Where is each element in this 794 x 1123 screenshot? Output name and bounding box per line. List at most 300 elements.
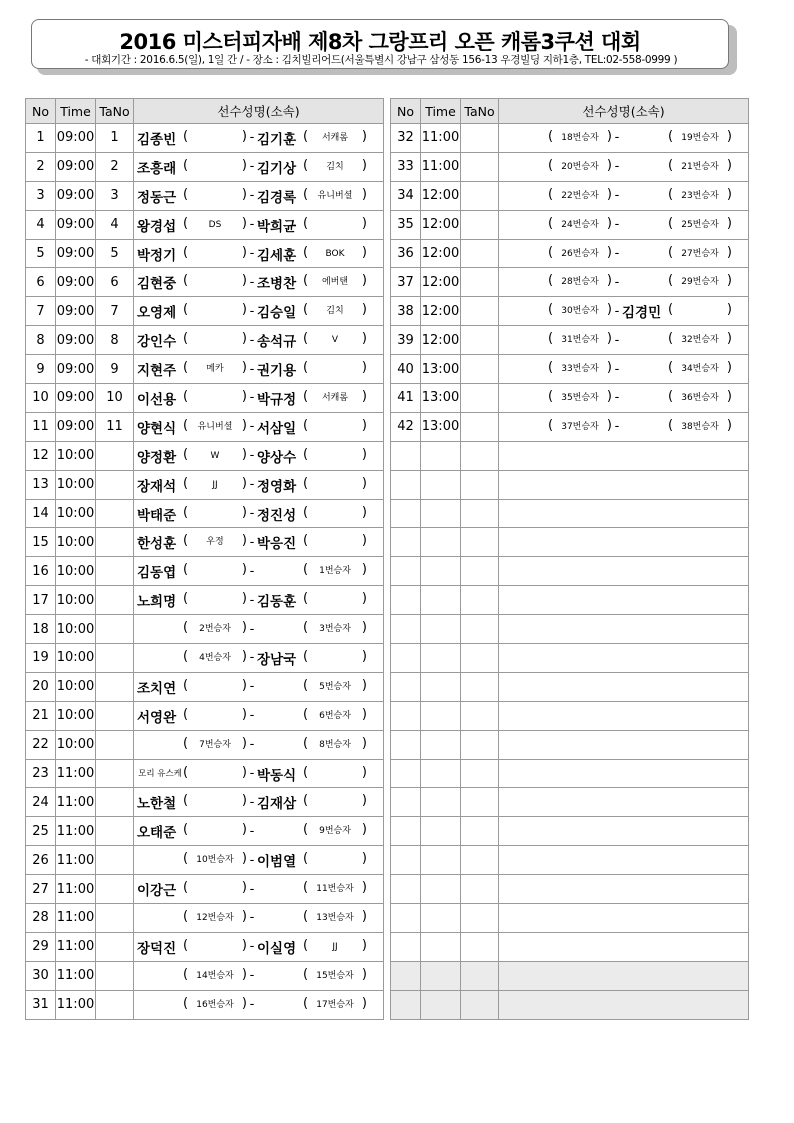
versus-dash: - — [249, 246, 255, 261]
match-no: 30 — [26, 961, 56, 990]
match-row — [391, 412, 749, 441]
paren-open: ( — [303, 446, 309, 462]
paren-close: ) — [361, 128, 367, 144]
paren-close: ) — [361, 504, 367, 520]
paren-open: ( — [303, 128, 309, 144]
table-no — [96, 846, 134, 875]
paren-open: ( — [303, 822, 309, 838]
paren-open: ( — [183, 764, 189, 780]
match-no: 6 — [26, 268, 56, 297]
player2-club — [303, 506, 367, 522]
empty-cell — [499, 528, 749, 557]
paren-open: ( — [548, 388, 554, 404]
table-no: 5 — [96, 239, 134, 268]
paren-open: ( — [548, 417, 554, 433]
match-time: 09:00 — [56, 124, 96, 153]
paren-close: ) — [241, 591, 247, 607]
versus-dash: - — [249, 968, 255, 984]
empty-cell — [421, 990, 461, 1019]
empty-row — [391, 788, 749, 817]
player2-name: 장남국 — [257, 651, 297, 668]
player1-affiliation: 22번승자 — [561, 190, 599, 201]
player2-affiliation: 38번승자 — [681, 421, 719, 432]
player1-club — [548, 332, 612, 348]
paren-open: ( — [303, 533, 309, 549]
player2-affiliation — [303, 534, 367, 550]
versus-dash: - — [249, 217, 255, 233]
match-no: 29 — [26, 932, 56, 961]
player1-affiliation — [183, 332, 247, 348]
empty-cell — [499, 904, 749, 933]
table-no — [461, 181, 499, 210]
match-players — [499, 326, 749, 355]
table-no — [96, 470, 134, 499]
empty-cell — [421, 932, 461, 961]
player2-club — [303, 910, 367, 926]
empty-row — [391, 586, 749, 615]
empty-cell — [499, 499, 749, 528]
empty-cell — [391, 615, 421, 644]
match-no: 13 — [26, 470, 56, 499]
match-time: 09:00 — [56, 384, 96, 413]
paren-close: ) — [361, 244, 367, 260]
match-time: 11:00 — [421, 152, 461, 181]
paren-open: ( — [548, 186, 554, 202]
player1-affiliation: JJ — [212, 479, 218, 490]
player2-name: 김기상 — [257, 160, 297, 177]
player2-affiliation: 21번승자 — [681, 161, 719, 172]
match-time: 10:00 — [56, 730, 96, 759]
versus-dash: - — [249, 766, 255, 782]
player1-club — [548, 274, 612, 290]
table-no — [461, 152, 499, 181]
player1-affiliation — [183, 130, 247, 146]
empty-cell — [391, 470, 421, 499]
table-no — [461, 268, 499, 297]
paren-open: ( — [303, 880, 309, 896]
empty-cell — [421, 557, 461, 586]
empty-cell — [391, 759, 421, 788]
empty-row — [391, 615, 749, 644]
player2-club — [303, 188, 367, 204]
player1-name: 김종빈 — [137, 131, 177, 148]
paren-open: ( — [303, 648, 309, 664]
paren-open: ( — [303, 735, 309, 751]
paren-open: ( — [668, 417, 674, 433]
paren-open: ( — [303, 937, 309, 953]
match-time: 11:00 — [56, 788, 96, 817]
empty-cell — [421, 817, 461, 846]
match-players — [134, 181, 384, 210]
match-no: 41 — [391, 384, 421, 413]
player2-club — [303, 361, 367, 377]
paren-close: ) — [726, 186, 732, 202]
player2-club — [303, 419, 367, 435]
player1-affiliation: 30번승자 — [561, 306, 599, 317]
paren-open: ( — [303, 620, 309, 636]
paren-close: ) — [241, 995, 247, 1011]
empty-row — [391, 644, 749, 673]
paren-close: ) — [606, 360, 612, 376]
paren-close: ) — [726, 244, 732, 260]
match-time: 09:00 — [56, 152, 96, 181]
player2-affiliation: 서캐롬 — [321, 392, 349, 403]
player2-club — [303, 448, 367, 464]
empty-cell — [421, 528, 461, 557]
player2-club — [668, 361, 732, 377]
paren-open: ( — [183, 677, 189, 693]
empty-cell — [391, 644, 421, 673]
col-time: Time — [56, 99, 96, 124]
paren-open: ( — [183, 908, 189, 924]
player1-name: 노한철 — [137, 796, 177, 813]
versus-dash: - — [249, 939, 255, 955]
versus-dash: - — [249, 534, 255, 550]
player2-affiliation: 유니버셜 — [317, 190, 353, 201]
match-time: 11:00 — [56, 904, 96, 933]
player1-name: 오영제 — [137, 305, 177, 322]
match-row — [26, 239, 384, 268]
match-row — [26, 412, 384, 441]
player1-name: 양현식 — [137, 420, 177, 437]
match-no: 26 — [26, 846, 56, 875]
player2-club — [303, 246, 367, 262]
player1-affiliation — [183, 506, 247, 522]
match-no: 3 — [26, 181, 56, 210]
paren-close: ) — [241, 273, 247, 289]
empty-cell — [391, 528, 421, 557]
paren-open: ( — [303, 677, 309, 693]
versus-dash: - — [249, 361, 255, 377]
match-no: 1 — [26, 124, 56, 153]
player2-affiliation — [303, 650, 367, 666]
paren-close: ) — [606, 215, 612, 231]
player1-club — [183, 506, 247, 522]
table-no: 3 — [96, 181, 134, 210]
empty-cell — [461, 904, 499, 933]
player1-affiliation: 14번승자 — [196, 970, 234, 981]
paren-close: ) — [361, 937, 367, 953]
player1-affiliation — [183, 188, 247, 204]
empty-cell — [421, 759, 461, 788]
match-no: 17 — [26, 586, 56, 615]
paren-open: ( — [183, 793, 189, 809]
match-players — [134, 239, 384, 268]
player1-affiliation: 26번승자 — [561, 248, 599, 259]
paren-open: ( — [183, 562, 189, 578]
player1-name: 오태준 — [137, 825, 177, 842]
empty-cell — [391, 788, 421, 817]
player2-club — [303, 997, 367, 1013]
empty-cell — [391, 499, 421, 528]
table-no: 9 — [96, 355, 134, 384]
empty-row — [391, 441, 749, 470]
match-players — [134, 152, 384, 181]
paren-open: ( — [183, 302, 189, 318]
versus-dash: - — [249, 794, 255, 810]
table-no — [461, 239, 499, 268]
match-no: 4 — [26, 210, 56, 239]
paren-close: ) — [241, 648, 247, 664]
match-time: 10:00 — [56, 441, 96, 470]
empty-cell — [461, 759, 499, 788]
player1-affiliation — [183, 246, 247, 262]
empty-row — [391, 557, 749, 586]
player2-affiliation: 9번승자 — [319, 826, 351, 837]
player1-name: 왕경섭 — [137, 218, 177, 235]
player2-name: 김세훈 — [257, 247, 297, 264]
paren-close: ) — [241, 793, 247, 809]
paren-close: ) — [606, 273, 612, 289]
player1-name: 양정환 — [137, 449, 177, 466]
match-row — [26, 961, 384, 990]
paren-close: ) — [241, 360, 247, 376]
versus-dash: - — [249, 592, 255, 608]
player2-club — [303, 794, 367, 810]
player1-name: 노희명 — [137, 594, 177, 611]
versus-dash: - — [614, 419, 620, 435]
match-no: 2 — [26, 152, 56, 181]
paren-open: ( — [183, 735, 189, 751]
match-row — [26, 268, 384, 297]
player2-affiliation: V — [331, 335, 339, 346]
player1-name: 한성훈 — [137, 536, 177, 553]
match-players — [134, 672, 384, 701]
player2-affiliation — [668, 303, 732, 319]
player1-affiliation: W — [210, 450, 220, 461]
player1-name: 지현주 — [137, 363, 177, 380]
match-no: 33 — [391, 152, 421, 181]
table-no — [96, 932, 134, 961]
empty-cell — [391, 904, 421, 933]
match-no: 22 — [26, 730, 56, 759]
player2-name: 권기용 — [257, 363, 297, 380]
table-no — [96, 730, 134, 759]
empty-cell — [461, 961, 499, 990]
player1-affiliation — [183, 563, 247, 579]
match-no: 37 — [391, 268, 421, 297]
match-time: 12:00 — [421, 210, 461, 239]
paren-close: ) — [361, 620, 367, 636]
player2-name: 정영화 — [257, 478, 297, 495]
match-no: 19 — [26, 644, 56, 673]
player2-name: 박응진 — [257, 536, 297, 553]
player1-name: 박태준 — [137, 507, 177, 524]
empty-cell — [461, 846, 499, 875]
player2-club — [668, 390, 732, 406]
player1-affiliation: 28번승자 — [561, 277, 599, 288]
empty-row — [391, 817, 749, 846]
player1-club — [183, 390, 247, 406]
paren-open: ( — [548, 360, 554, 376]
player2-club — [303, 737, 367, 753]
versus-dash: - — [249, 448, 255, 464]
table-no — [96, 672, 134, 701]
match-players — [134, 297, 384, 326]
player1-affiliation: 4번승자 — [199, 652, 231, 663]
empty-cell — [499, 932, 749, 961]
paren-close: ) — [606, 417, 612, 433]
match-time: 13:00 — [421, 355, 461, 384]
match-row — [26, 499, 384, 528]
versus-dash: - — [614, 217, 620, 233]
match-players — [134, 644, 384, 673]
player1-club — [183, 910, 247, 926]
table-no — [461, 384, 499, 413]
paren-open: ( — [303, 331, 309, 347]
player2-affiliation: 32번승자 — [681, 335, 719, 346]
match-players — [134, 384, 384, 413]
paren-close: ) — [241, 706, 247, 722]
player2-club — [303, 477, 367, 493]
versus-dash: - — [614, 274, 620, 290]
empty-cell — [391, 701, 421, 730]
match-row — [26, 701, 384, 730]
table-no: 6 — [96, 268, 134, 297]
player2-affiliation — [303, 448, 367, 464]
paren-open: ( — [303, 706, 309, 722]
match-no: 20 — [26, 672, 56, 701]
player1-name: 김동엽 — [137, 565, 177, 582]
versus-dash: - — [614, 332, 620, 348]
player1-club — [183, 708, 247, 724]
player1-club — [183, 592, 247, 608]
match-players — [134, 124, 384, 153]
empty-row — [391, 961, 749, 990]
player1-affiliation: 12번승자 — [196, 912, 234, 923]
empty-cell — [461, 441, 499, 470]
versus-dash: - — [249, 303, 255, 319]
empty-cell — [461, 875, 499, 904]
paren-open: ( — [183, 966, 189, 982]
empty-cell — [421, 730, 461, 759]
player2-name: 김기훈 — [257, 131, 297, 148]
match-row — [26, 586, 384, 615]
page-title: 2016 미스터피자배 제8차 그랑프리 오픈 캐롬3쿠션 대회 — [119, 30, 641, 54]
paren-open: ( — [303, 388, 309, 404]
player1-club — [548, 130, 612, 146]
paren-open: ( — [183, 388, 189, 404]
match-no: 34 — [391, 181, 421, 210]
player2-affiliation: 36번승자 — [681, 392, 719, 403]
empty-row — [391, 470, 749, 499]
empty-cell — [391, 875, 421, 904]
player2-club — [668, 419, 732, 435]
player1-club — [548, 303, 612, 319]
match-players — [134, 412, 384, 441]
versus-dash: - — [249, 852, 255, 868]
player2-affiliation — [303, 419, 367, 435]
player1-affiliation: 2번승자 — [199, 624, 231, 635]
paren-open: ( — [303, 562, 309, 578]
paren-close: ) — [726, 331, 732, 347]
match-time: 10:00 — [56, 528, 96, 557]
paren-close: ) — [726, 388, 732, 404]
match-no: 5 — [26, 239, 56, 268]
match-time: 10:00 — [56, 644, 96, 673]
table-no — [96, 615, 134, 644]
col-players: 선수성명(소속) — [134, 99, 384, 124]
paren-open: ( — [303, 215, 309, 231]
player2-club — [668, 217, 732, 233]
match-time: 10:00 — [56, 499, 96, 528]
paren-close: ) — [241, 908, 247, 924]
player1-affiliation — [183, 159, 247, 175]
empty-cell — [391, 730, 421, 759]
versus-dash: - — [249, 621, 255, 637]
match-players — [134, 904, 384, 933]
paren-close: ) — [241, 215, 247, 231]
paren-close: ) — [361, 360, 367, 376]
empty-cell — [421, 615, 461, 644]
versus-dash: - — [614, 130, 620, 146]
match-no: 27 — [26, 875, 56, 904]
paren-close: ) — [726, 128, 732, 144]
player1-affiliation: 10번승자 — [196, 855, 234, 866]
match-row — [391, 355, 749, 384]
empty-cell — [461, 817, 499, 846]
player2-name: 박규정 — [257, 391, 297, 408]
empty-cell — [421, 961, 461, 990]
table-no: 7 — [96, 297, 134, 326]
paren-close: ) — [726, 273, 732, 289]
player2-affiliation: 23번승자 — [681, 190, 719, 201]
match-no: 23 — [26, 759, 56, 788]
player1-club — [183, 997, 247, 1013]
player2-club — [303, 159, 367, 175]
paren-open: ( — [668, 360, 674, 376]
match-players — [499, 297, 749, 326]
player2-club — [303, 303, 367, 319]
player2-club — [303, 130, 367, 146]
player1-affiliation — [183, 708, 247, 724]
match-players — [134, 355, 384, 384]
player2-name: 조병찬 — [257, 276, 297, 293]
empty-cell — [421, 875, 461, 904]
match-row — [26, 441, 384, 470]
col-players: 선수성명(소속) — [499, 99, 749, 124]
player1-club — [548, 217, 612, 233]
player2-club — [303, 939, 367, 955]
paren-open: ( — [303, 360, 309, 376]
match-time: 10:00 — [56, 586, 96, 615]
match-row — [391, 210, 749, 239]
empty-row — [391, 759, 749, 788]
paren-close: ) — [241, 851, 247, 867]
player2-affiliation: 15번승자 — [316, 970, 354, 981]
match-players — [499, 355, 749, 384]
match-no: 24 — [26, 788, 56, 817]
empty-cell — [421, 672, 461, 701]
versus-dash: - — [249, 159, 255, 175]
paren-close: ) — [361, 966, 367, 982]
match-no: 7 — [26, 297, 56, 326]
table-no — [96, 441, 134, 470]
paren-close: ) — [241, 331, 247, 347]
versus-dash: - — [249, 708, 255, 724]
player2-club — [303, 823, 367, 839]
player2-name: 양상수 — [257, 449, 297, 466]
paren-open: ( — [548, 157, 554, 173]
paren-close: ) — [361, 157, 367, 173]
match-time: 12:00 — [421, 326, 461, 355]
player2-affiliation — [303, 852, 367, 868]
match-no: 16 — [26, 557, 56, 586]
match-no: 9 — [26, 355, 56, 384]
table-no: 8 — [96, 326, 134, 355]
player2-club — [303, 852, 367, 868]
empty-cell — [499, 875, 749, 904]
